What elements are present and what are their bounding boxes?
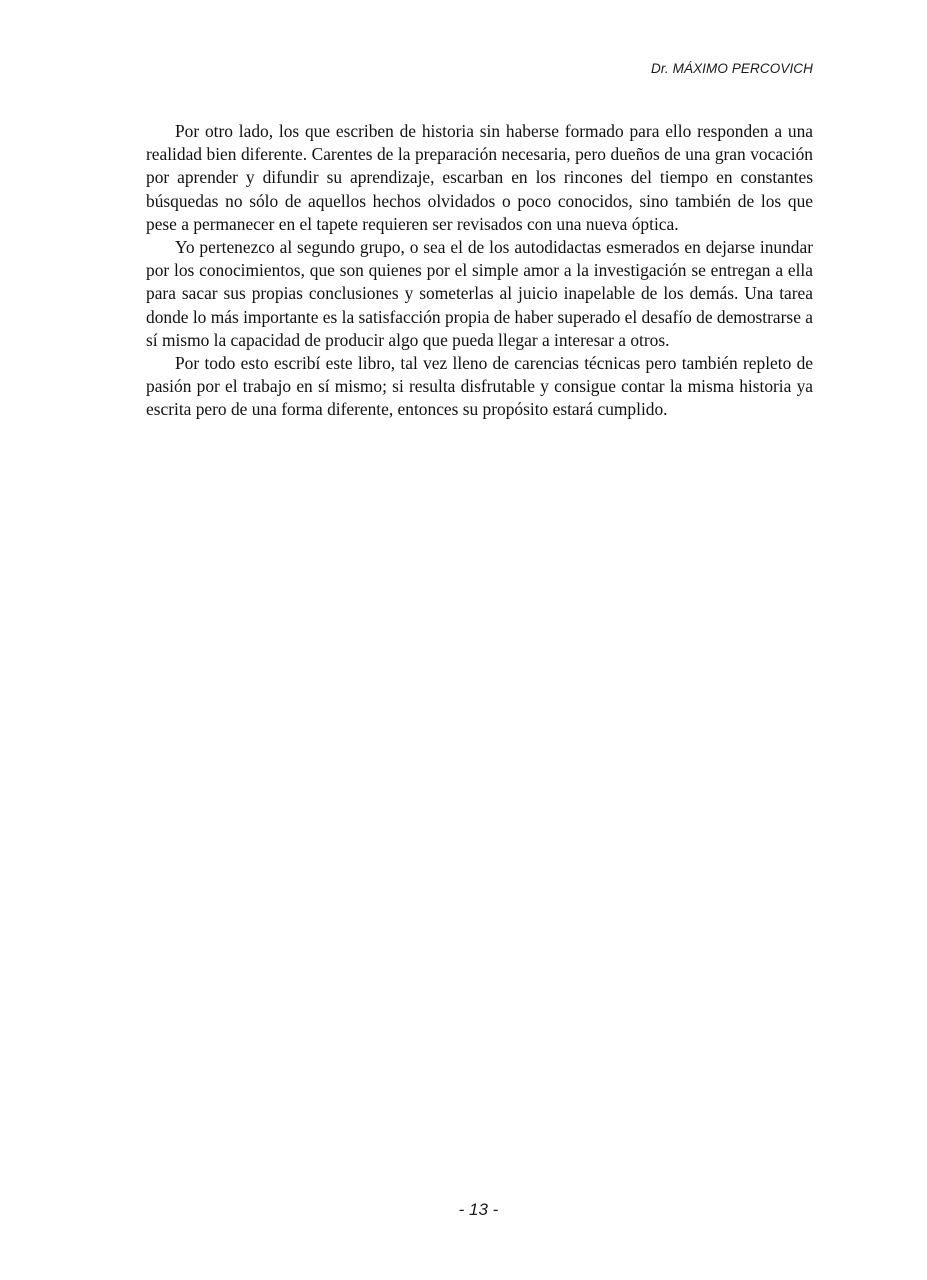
- body-text: [146, 120, 813, 422]
- paragraph-1: Por otro lado, los que escriben de historia sin haberse formado para ello responden a una realidad bien diferente. Carentes de la preparación necesaria, pero dueños de una gran vocación por aprender y difundir su aprendizaje, escarban en los rincones del tiempo en constantes búsquedas no sólo de aquellos hechos olvidados o poco conocidos, sino también de los que pese a permanecer en el tapete requieren ser revisados con una nueva óptica.: [146, 121, 813, 234]
- page-number: - 13 -: [458, 1200, 499, 1219]
- paragraph-2: Yo pertenezco al segundo grupo, o sea el de los autodidactas esmerados en dejarse inundar por los conocimientos, que son quienes por el simple amor a la investigación se entregan a ella para sacar sus propias conclusiones y someterlas al juicio inapelable de los demás. Una tarea donde lo más importante es la satisfacción propia de haber superado el desafío de demostrarse a sí mismo la capacidad de producir algo que pueda llegar a interesar a otros.: [146, 237, 813, 350]
- paragraph-3: Por todo esto escribí este libro, tal vez lleno de carencias técnicas pero también repleto de pasión por el trabajo en sí mismo; si resulta disfrutable y consigue contar la misma historia ya escrita pero de una forma diferente, entonces su propósito estará cumplido.: [146, 353, 813, 420]
- running-header-author: Dr. MÁXIMO PERCOVICH: [650, 61, 813, 76]
